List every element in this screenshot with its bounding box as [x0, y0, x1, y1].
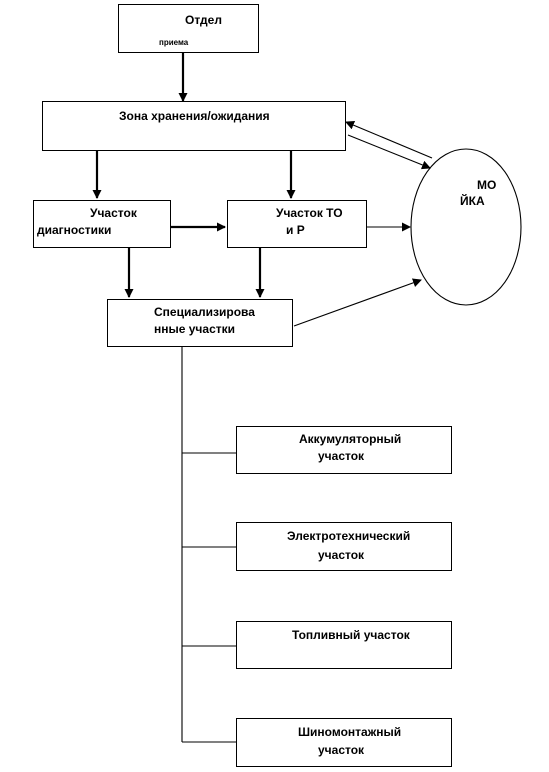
arrow-spec-to-wash — [294, 280, 421, 326]
wash-line2: ЙКА — [460, 194, 485, 208]
node-diagnostics-line2: диагностики — [37, 223, 112, 237]
node-battery — [236, 426, 452, 474]
node-to-line1: Участок ТО — [276, 206, 343, 220]
wash-line1: МО — [477, 178, 497, 192]
node-electrotech-line2: участок — [318, 548, 365, 562]
node-fuel-label: Топливный участок — [292, 628, 410, 642]
node-reception-line1: Отдел — [185, 13, 222, 27]
node-battery-line2: участок — [318, 449, 365, 463]
node-specialized-line1: Специализирова — [154, 305, 255, 319]
node-diagnostics — [33, 200, 171, 248]
node-specialized-line2: нные участки — [154, 322, 235, 336]
node-storage-label: Зона хранения/ожидания — [119, 109, 270, 123]
node-tire-line2: участок — [318, 743, 365, 757]
arrow-wash-to-storage — [346, 122, 432, 158]
node-to-repair — [227, 200, 367, 248]
node-fuel — [236, 621, 452, 669]
node-diagnostics-line1: Участок — [90, 206, 137, 220]
node-battery-line1: Аккумуляторный — [299, 432, 402, 446]
node-reception-dept — [118, 4, 259, 53]
node-specialized — [107, 299, 293, 347]
node-electrotech-line1: Электротехнический — [287, 529, 411, 543]
node-reception-line2: приема — [159, 38, 189, 47]
node-tire-line1: Шиномонтажный — [298, 725, 402, 739]
node-storage-zone — [42, 101, 346, 151]
node-to-line2: и Р — [286, 223, 305, 237]
wash-ellipse — [411, 149, 521, 305]
node-electrotech — [236, 522, 452, 571]
node-tire — [236, 718, 452, 767]
